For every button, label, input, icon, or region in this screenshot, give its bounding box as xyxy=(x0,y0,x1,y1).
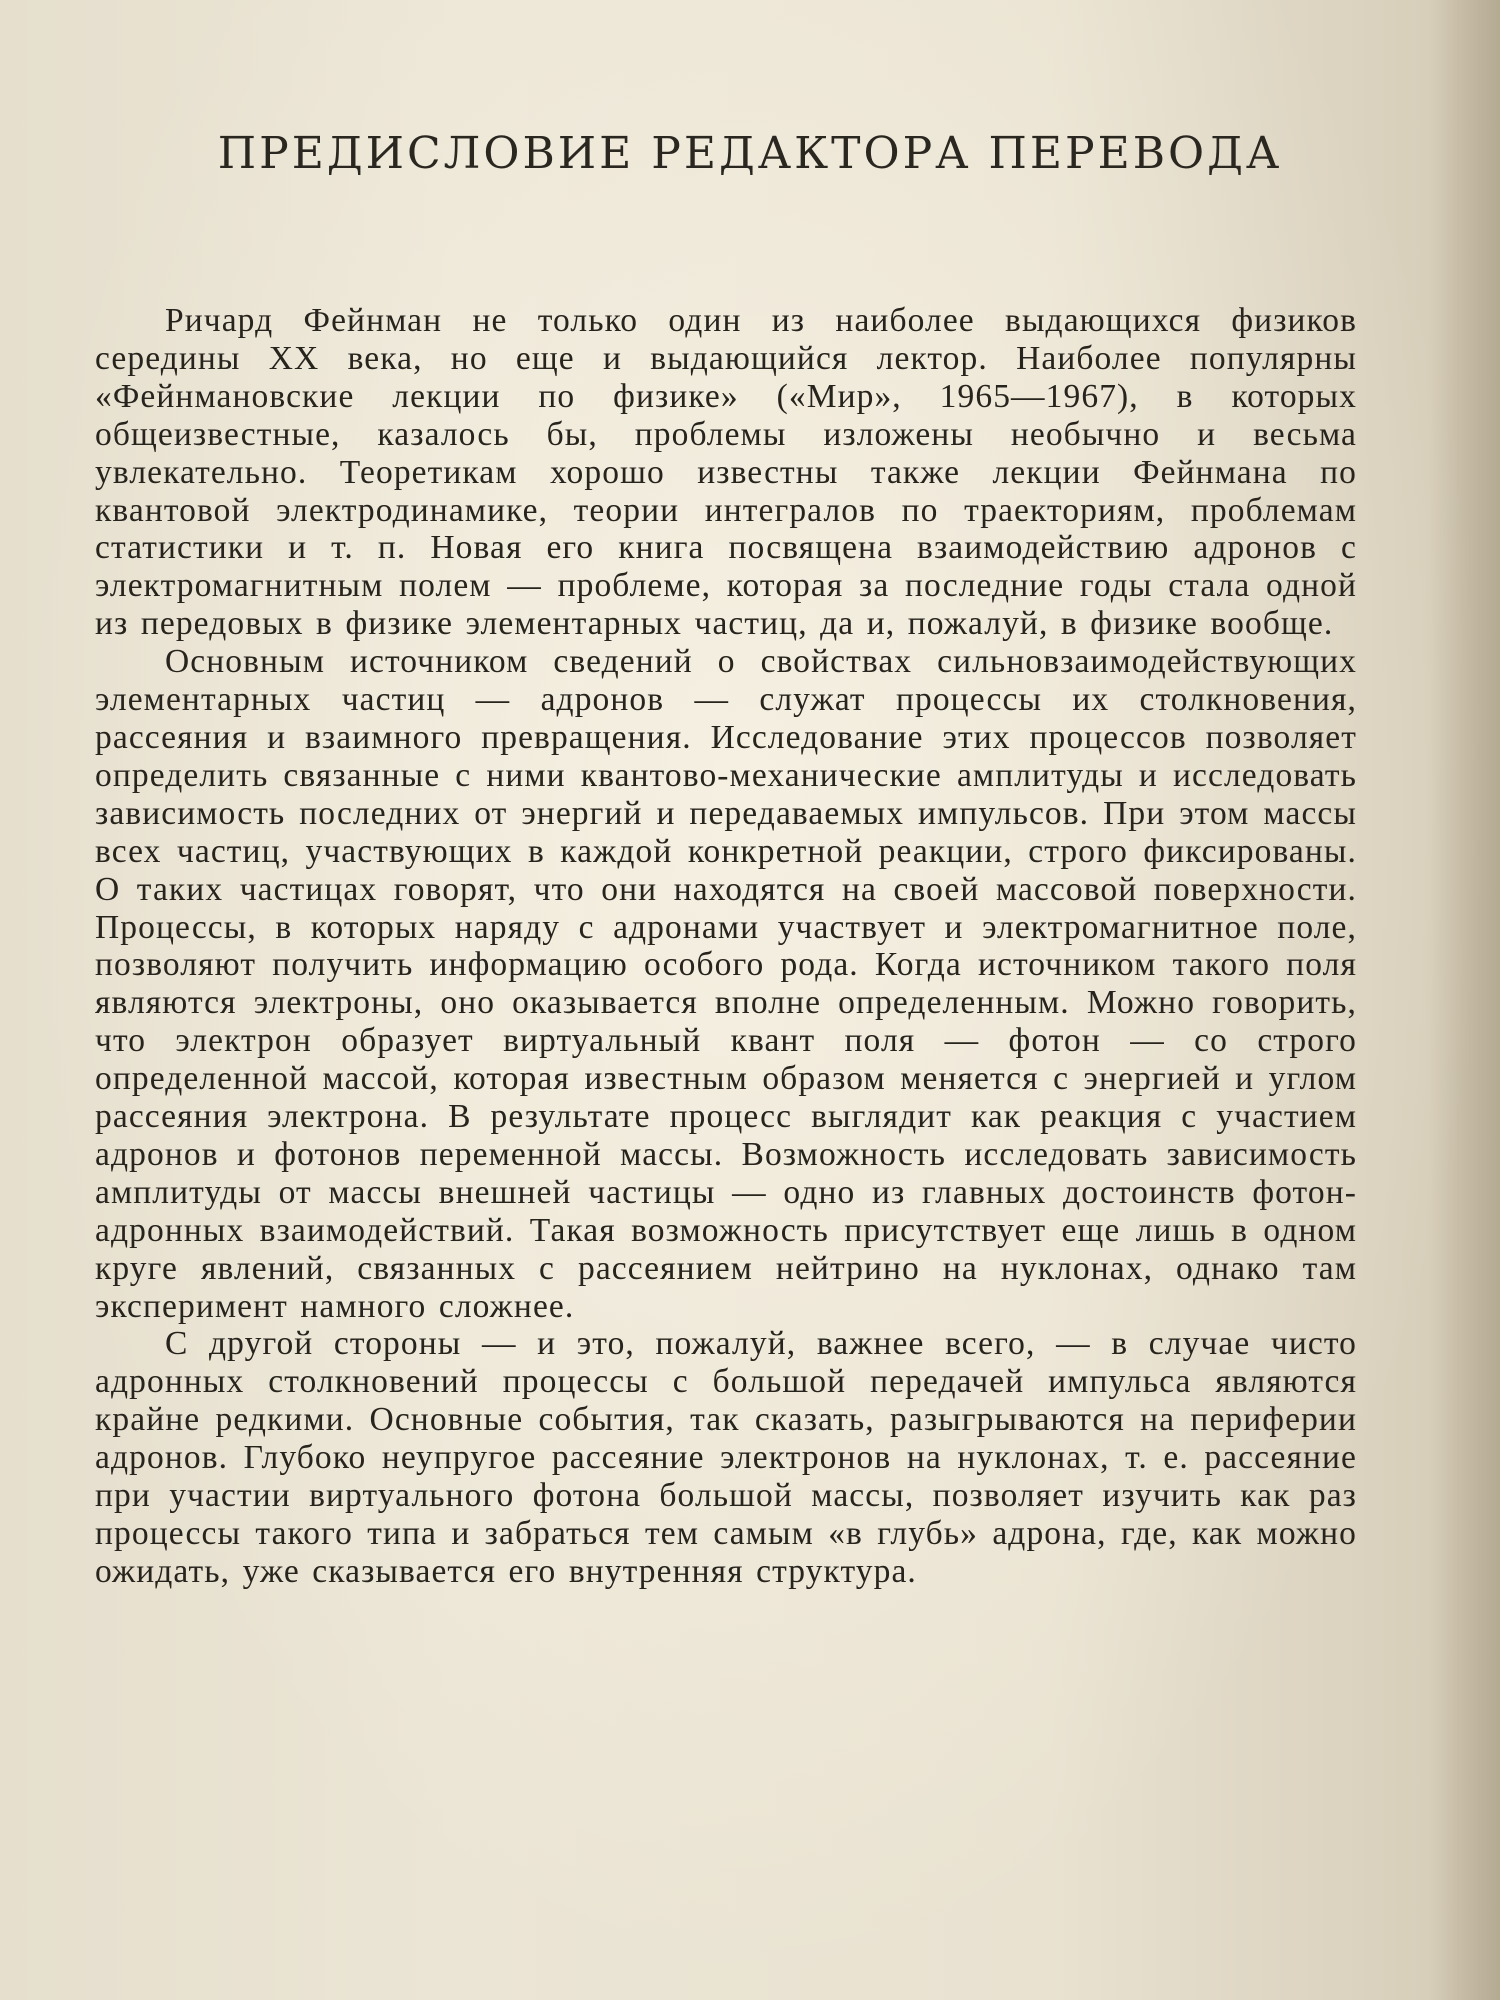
paragraph-2: Основным источником сведений о свойствах сильновзаимодействующих элементарных частиц — адронов — служат процессы их столкновения, рассеяния и взаимного превращения. Исследование этих процессов позволяет определить связанные с ними квантово-механические амплитуды и исследовать зависимость последних от энергий и передаваемых импульсов. При этом массы всех частиц, участвующих в каждой конкретной реакции, строго фиксированы. О таких частицах говорят, что они находятся на своей массовой поверхности. Процессы, в которых наряду с адронами участвует и электромагнитное поле, позволяют получить информацию особого рода. Когда источником такого поля являются электроны, оно оказывается вполне определенным. Можно говорить, что электрон образует виртуальный квант поля — фотон — со строго определенной массой, которая известным образом меняется с энергией и углом рассеяния электрона. В результате процесс выглядит как реакция с участием адронов и фотонов переменной массы. Возможность исследовать зависимость амплитуды от массы внешней частицы — одно из главных достоинств фотон-адронных взаимодействий. Такая возможность присутствует еще лишь в одном круге явлений, связанных с рассеянием нейтрино на нуклонах, однако там эксперимент намного сложнее. xyxy=(95,643,1357,1325)
paragraph-3: С другой стороны — и это, пожалуй, важнее всего, — в случае чисто адронных столкновений процессы с большой передачей импульса являются крайне редкими. Основные события, так сказать, разыгрываются на периферии адронов. Глубоко неупругое рассеяние электронов на нуклонах, т. е. рассеяние при участии виртуального фотона большой массы, позволяет изучить как раз процессы такого типа и забраться тем самым «в глубь» адрона, где, как можно ожидать, уже сказывается его внутренняя структура. xyxy=(95,1325,1357,1590)
page-shadow xyxy=(1430,0,1500,2000)
paragraph-1: Ричард Фейнман не только один из наиболее выдающихся физиков середины XX века, но еще и выдающийся лектор. Наиболее популярны «Фейнмановские лекции по физике» («Мир», 1965—1967), в которых общеизвестные, казалось бы, проблемы изложены необычно и весьма увлекательно. Теоретикам хорошо известны также лекции Фейнмана по квантовой электродинамике, теории интегралов по траекториям, проблемам статистики и т. п. Новая его книга посвящена взаимодействию адронов с электромагнитным полем — проблеме, которая за последние годы стала одной из передовых в физике элементарных частиц, да и, пожалуй, в физике вообще. xyxy=(95,302,1357,643)
body-text xyxy=(95,302,1357,1591)
page-title: ПРЕДИСЛОВИЕ РЕДАКТОРА ПЕРЕВОДА xyxy=(217,128,1283,179)
